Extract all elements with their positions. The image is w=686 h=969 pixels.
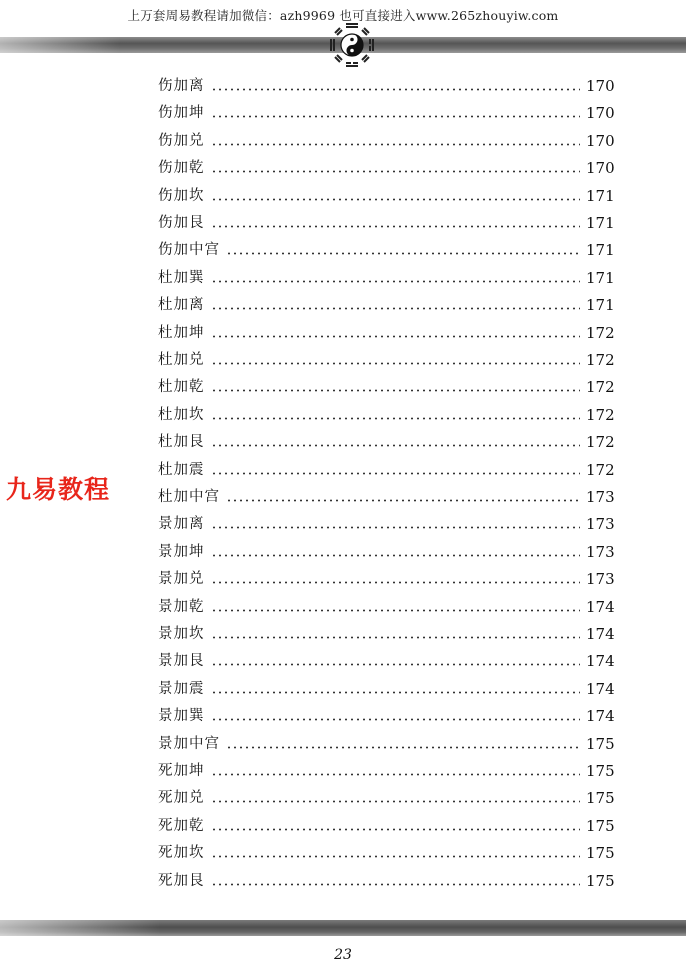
toc-entry <box>158 432 615 452</box>
toc-entry-label: 景加巽 <box>158 708 205 725</box>
toc-entry-page: 171 <box>586 186 615 205</box>
toc-dot-leader <box>211 225 581 228</box>
toc-entry <box>158 460 615 480</box>
toc-entry-page: 174 <box>586 652 615 671</box>
toc-entry-page: 173 <box>586 488 615 506</box>
bottom-bar-fade <box>0 920 160 936</box>
toc-entry-page: 172 <box>586 460 615 479</box>
toc-dot-leader <box>211 417 581 420</box>
toc-entry-page: 172 <box>586 405 615 424</box>
toc-entry-label: 杜加震 <box>158 461 205 478</box>
toc-entry-page: 175 <box>586 844 615 863</box>
toc-dot-leader <box>211 335 581 338</box>
toc-entry-label: 伤加坤 <box>158 105 205 122</box>
toc-entry <box>158 158 615 178</box>
toc-entry-label: 伤加离 <box>158 78 205 94</box>
toc-entry <box>158 706 615 726</box>
top-bar-fade <box>0 37 120 53</box>
toc-dot-leader <box>211 855 581 858</box>
toc-entry-label: 伤加艮 <box>158 215 205 231</box>
toc-entry-page: 171 <box>586 241 615 260</box>
toc-entry-page: 172 <box>586 433 615 452</box>
page-number: 23 <box>334 947 352 963</box>
toc-entry <box>158 131 615 151</box>
toc-entry-label: 景加乾 <box>158 598 205 615</box>
toc-entry-label: 杜加坤 <box>158 324 205 341</box>
toc-entry-page: 173 <box>586 542 615 561</box>
toc-entry-page: 170 <box>586 159 615 178</box>
toc-entry <box>158 734 615 754</box>
toc-entry-page: 170 <box>586 77 615 95</box>
toc-dot-leader <box>211 883 581 886</box>
toc-dot-leader <box>211 800 581 803</box>
toc-entry-page: 174 <box>586 679 615 698</box>
toc-entry-page: 174 <box>586 707 615 726</box>
toc-entry <box>158 350 615 370</box>
toc-entry <box>158 405 615 425</box>
toc-entry-label: 杜加巽 <box>158 269 205 286</box>
toc-entry <box>158 323 615 343</box>
toc-entry <box>158 679 615 699</box>
toc-entry <box>158 597 615 617</box>
toc-entry-label: 景加坎 <box>158 626 205 642</box>
toc-entry-label: 杜加坎 <box>158 406 205 423</box>
toc-dot-leader <box>211 773 581 776</box>
toc-entry-label: 杜加中宫 <box>158 489 220 505</box>
toc-entry <box>158 268 615 288</box>
toc-entry-label: 景加震 <box>158 680 205 697</box>
toc-entry-page: 171 <box>586 214 615 232</box>
toc-entry-page: 170 <box>586 104 615 123</box>
toc-dot-leader <box>211 170 581 173</box>
toc-entry-label: 死加坎 <box>158 845 205 862</box>
toc-entry-label: 景加中宫 <box>158 735 220 752</box>
toc-dot-leader <box>211 581 581 584</box>
toc-dot-leader <box>211 444 581 447</box>
toc-dot-leader <box>211 609 581 612</box>
toc-entry <box>158 788 615 808</box>
toc-entry <box>158 816 615 836</box>
toc-dot-leader <box>211 198 581 201</box>
side-logo-text: 九易教程 <box>6 475 111 504</box>
toc-dot-leader <box>211 526 581 529</box>
toc-entry-label: 死加坤 <box>158 763 205 779</box>
toc-entry-page: 175 <box>586 789 615 808</box>
header-watermark-text: 上万套周易教程请加微信：azh9969 也可直接进入www.265zhouyiw.com <box>127 8 559 23</box>
toc-entry <box>158 76 615 96</box>
toc-dot-leader <box>211 280 581 283</box>
toc-dot-leader <box>211 472 581 475</box>
toc-entry <box>158 240 615 260</box>
toc-entry-label: 死加兑 <box>158 790 205 807</box>
toc-dot-leader <box>226 499 580 502</box>
toc-dot-leader <box>211 636 581 639</box>
toc-entry-page: 170 <box>586 131 615 150</box>
toc-entry <box>158 377 615 397</box>
toc-entry-label: 杜加乾 <box>158 379 205 396</box>
toc-entry <box>158 103 615 123</box>
toc-entry-label: 伤加中宫 <box>158 242 220 259</box>
toc-dot-leader <box>226 746 580 749</box>
toc-entry-label: 景加兑 <box>158 571 205 588</box>
toc-entry-label: 杜加离 <box>158 297 205 314</box>
toc-entry <box>158 871 615 891</box>
toc-entry-label: 伤加乾 <box>158 160 205 177</box>
toc-entry-page: 175 <box>586 871 615 890</box>
toc-entry-label: 杜加兑 <box>158 352 205 368</box>
toc-entry <box>158 186 615 206</box>
toc-dot-leader <box>226 252 580 255</box>
toc-dot-leader <box>211 362 581 365</box>
toc-entry-label: 死加乾 <box>158 817 205 834</box>
toc-entry-label: 景加坤 <box>158 543 205 560</box>
toc-entry-label: 景加离 <box>158 516 205 533</box>
toc-entry <box>158 624 615 644</box>
toc-dot-leader <box>211 307 581 310</box>
toc-entry-label: 杜加艮 <box>158 434 205 451</box>
toc-dot-leader <box>211 828 581 831</box>
toc-entry <box>158 487 615 507</box>
toc-entry <box>158 569 615 589</box>
toc-entry-label: 伤加兑 <box>158 132 205 149</box>
toc-entry-page: 174 <box>586 625 615 643</box>
toc-entry-page: 173 <box>586 570 615 589</box>
toc-entry-label: 伤加坎 <box>158 187 205 204</box>
toc-entry-page: 175 <box>586 816 615 835</box>
taiji-bagua-icon <box>327 20 377 70</box>
toc-entry-page: 172 <box>586 351 615 369</box>
toc-entry-page: 174 <box>586 597 615 616</box>
toc-dot-leader <box>211 115 581 118</box>
toc-entry <box>158 514 615 534</box>
toc-entry-page: 171 <box>586 268 615 287</box>
toc-entry <box>158 295 615 315</box>
toc-dot-leader <box>211 88 581 91</box>
toc-dot-leader <box>211 554 581 557</box>
toc-dot-leader <box>211 691 581 694</box>
toc-entry-page: 175 <box>586 734 615 753</box>
toc-entry <box>158 542 615 562</box>
toc-entry-label: 景加艮 <box>158 653 205 670</box>
toc-entry-page: 171 <box>586 296 615 315</box>
toc-entry <box>158 761 615 781</box>
toc-entry <box>158 651 615 671</box>
toc-dot-leader <box>211 718 581 721</box>
toc-entry-page: 175 <box>586 762 615 780</box>
toc-dot-leader <box>211 389 581 392</box>
toc-entry <box>158 213 615 233</box>
toc-entry-page: 173 <box>586 515 615 534</box>
toc-entry-page: 172 <box>586 323 615 342</box>
toc-dot-leader <box>211 663 581 666</box>
toc-entry <box>158 843 615 863</box>
toc-dot-leader <box>211 143 581 146</box>
toc-entry-label: 死加艮 <box>158 872 205 889</box>
toc-entry-page: 172 <box>586 378 615 397</box>
